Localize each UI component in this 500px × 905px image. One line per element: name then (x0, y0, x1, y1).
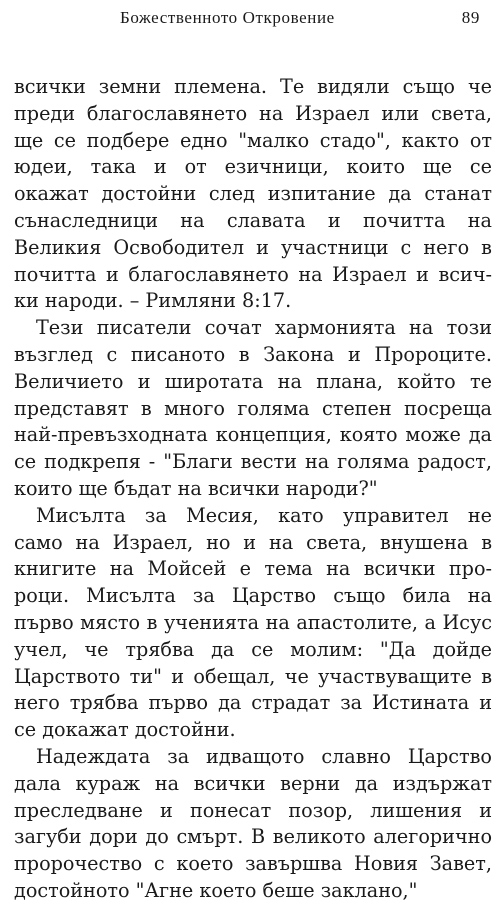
text-line: окажат достойни след изпитание да станат (14, 182, 492, 206)
running-title: Божественното Откровение (120, 8, 335, 27)
paragraph (14, 74, 492, 315)
paragraph (14, 744, 492, 905)
text-line: представят в много голяма степен посреща (14, 396, 492, 420)
text-line: преследване и понесат позор, лишения и (14, 798, 492, 822)
text-line: книгите на Мойсей е тема на всички про- (14, 557, 492, 581)
text-line: всички земни племена. Те видяли също че (14, 75, 492, 98)
body-text (14, 74, 492, 905)
text-line: достойното "Агне което беше заклано," (14, 878, 418, 902)
text-line: Мисълта за Месия, като управител не (36, 503, 492, 527)
text-line: пророчество с което завършва Новия Завет, (14, 852, 492, 876)
text-line: почитта и благославянето на Израел и всич- (14, 262, 492, 286)
text-line: ще се подбере едно "малко стадо", както от (14, 128, 492, 152)
text-line: Тези писатели сочат хармонията на този (36, 316, 492, 340)
text-line: учел, че трябва да се молим: "Да дойде (14, 637, 492, 661)
text-line: роци. Мисълта за Царство също била на (14, 584, 492, 608)
text-line: само на Израел, но и на света, внушена в (14, 530, 492, 554)
text-line: Величието и широтата на плана, който те (14, 369, 492, 393)
text-line: първо място в ученията на апастолите, а Исус (14, 610, 492, 634)
text-line: най-превъзходната концепция, която може да (14, 423, 492, 447)
page-number: 89 (461, 8, 480, 27)
text-line: Надеждата за идващото славно Царство (36, 744, 492, 768)
text-line: Великия Освободител и участници с него в (14, 235, 492, 259)
text-line: него трябва първо да страдат за Истината и (14, 691, 492, 715)
text-line: възглед с писаното в Закона и Пророците. (14, 342, 492, 366)
paragraph (14, 315, 492, 503)
text-line: се докажат достойни. (14, 718, 236, 742)
text-line: преди благославянето на Израел или света, (14, 101, 492, 125)
text-line: дала кураж на всички верни да издържат (14, 771, 492, 795)
text-line: ки народи. – Римляни 8:17. (14, 289, 292, 313)
text-line: загуби дори до смърт. В великото алегорично (14, 825, 492, 849)
text-line: юдеи, така и от езичници, които ще се (14, 155, 492, 179)
text-line: се подкрепя - "Благи вести на голяма радост, (14, 450, 492, 474)
text-line: сънаследници на славата и почитта на (14, 208, 492, 232)
text-line: Царството ти" и обещал, че участвуващите в (14, 664, 492, 688)
paragraph (14, 503, 492, 744)
text-line: които ще бъдат на всички народи?" (14, 476, 378, 500)
running-head (18, 8, 484, 32)
